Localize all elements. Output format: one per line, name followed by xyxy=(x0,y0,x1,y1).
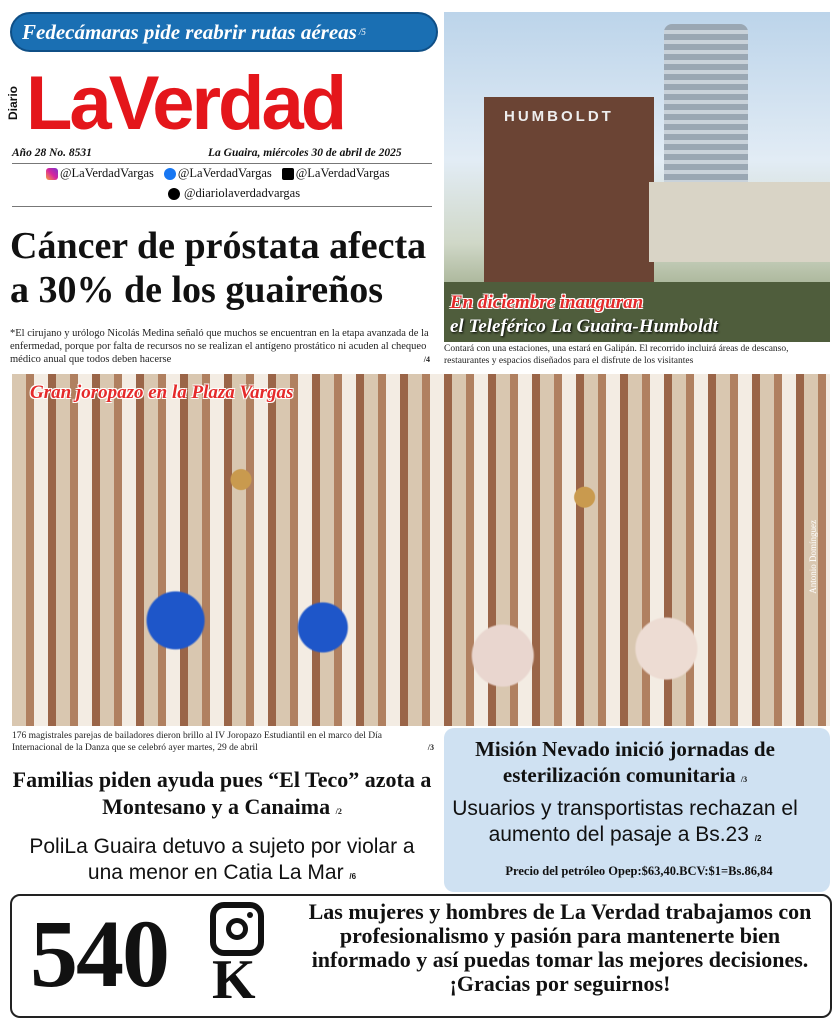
x-link[interactable] xyxy=(282,166,390,181)
newspaper-logo: LaVerdad xyxy=(26,61,345,146)
tiktok-icon xyxy=(168,188,180,200)
follower-count: 540 xyxy=(30,900,168,1007)
joropo-title: Gran joropazo en la Plaza Vargas xyxy=(30,382,294,403)
oil-price-ticker: Precio del petróleo Opep:$63,40.BCV:$1=Bs.86,84 xyxy=(505,864,773,878)
usuarios-headline[interactable] xyxy=(450,796,800,852)
tiktok-handle: @diariolaverdadvargas xyxy=(184,186,301,200)
poli-text: PoliLa Guaira detuvo a sujeto por violar a una menor en Catia La Mar xyxy=(29,835,415,884)
joropo-photo[interactable] xyxy=(12,374,830,726)
divider xyxy=(12,206,432,207)
main-lead-text: *El cirujano y urólogo Nicolás Medina señaló que muchos se encuentran en la etapa avanzada de la enfermedad, porque por falta de recursos no se realizan el antígeno prostático ni acuden al chequeo médico anual que todos deben hacerse xyxy=(10,328,429,365)
instagram-icon xyxy=(46,168,58,180)
familias-page-ref: /2 xyxy=(335,807,342,816)
joropo-desc-text: 176 magistrales parejas de bailadores dieron brillo al IV Joropazo Estudiantil en el marco del Día Internacional de la Danza que se celebró ayer martes, 29 de abril xyxy=(12,731,382,753)
x-icon xyxy=(282,168,294,180)
poli-headline[interactable] xyxy=(12,834,432,890)
follower-unit: K xyxy=(212,949,256,1011)
mision-headline[interactable] xyxy=(450,736,800,793)
facebook-handle: @LaVerdadVargas xyxy=(177,166,272,180)
instagram-handle: @LaVerdadVargas xyxy=(60,166,154,180)
familias-headline[interactable] xyxy=(12,766,432,825)
usuarios-page-ref: /2 xyxy=(754,834,762,843)
social-links xyxy=(46,166,390,181)
usuarios-text: Usuarios y transportistas rechazan el aumento del pasaje a Bs.23 xyxy=(452,797,798,846)
main-headline[interactable]: Cáncer de próstata afecta a 30% de los guaireños xyxy=(10,225,427,311)
hotel-tower xyxy=(664,24,748,204)
issue-number: Año 28 No. 8531 xyxy=(12,147,92,159)
mision-text: Misión Nevado inició jornadas de esterilización comunitaria xyxy=(475,737,775,787)
tiktok-link[interactable] xyxy=(168,186,300,201)
divider xyxy=(12,163,432,164)
humboldt-description: Contará con una estaciones, una estará en Galipán. El recorrido incluirá áreas de descanso, restaurantes y espacios diseñados para el disfrute de los visitantes xyxy=(444,344,789,366)
station-wing xyxy=(649,182,830,262)
familias-text: Familias piden ayuda pues “El Teco” azota a Montesano y a Canaima xyxy=(12,767,432,819)
photo-credit: Antonio Domínguez xyxy=(808,520,818,594)
cable-car-station xyxy=(484,97,654,307)
facebook-link[interactable] xyxy=(164,166,272,181)
main-lead xyxy=(10,327,430,366)
main-page-ref: /4 xyxy=(423,355,430,364)
mision-page-ref: /3 xyxy=(740,775,748,784)
joropo-description xyxy=(12,730,434,754)
instagram-link[interactable] xyxy=(46,166,154,181)
x-handle: @LaVerdadVargas xyxy=(295,166,390,180)
humboldt-caption-1: En diciembre inauguran xyxy=(450,292,644,313)
logo-diario-label: Diario xyxy=(6,85,20,120)
poli-page-ref: /6 xyxy=(349,872,357,881)
humboldt-caption-2: el Teleférico La Guaira-Humboldt xyxy=(450,316,718,337)
promo-message: Las mujeres y hombres de La Verdad trabajamos con profesionalismo y pasión para mantenerte bien informado y así puedas tomar las mejores decisiones. ¡Gracias por seguirnos! xyxy=(308,899,812,996)
banner-headline: Fedecámaras pide reabrir rutas aéreas xyxy=(22,19,357,44)
dateline: La Guaira, miércoles 30 de abril de 2025 xyxy=(208,147,402,159)
facebook-icon xyxy=(164,168,176,180)
banner-page-ref: /5 xyxy=(358,27,366,37)
top-banner[interactable] xyxy=(10,12,438,52)
joropo-page-ref: /3 xyxy=(427,743,434,752)
humboldt-sign: HUMBOLDT xyxy=(504,108,614,125)
